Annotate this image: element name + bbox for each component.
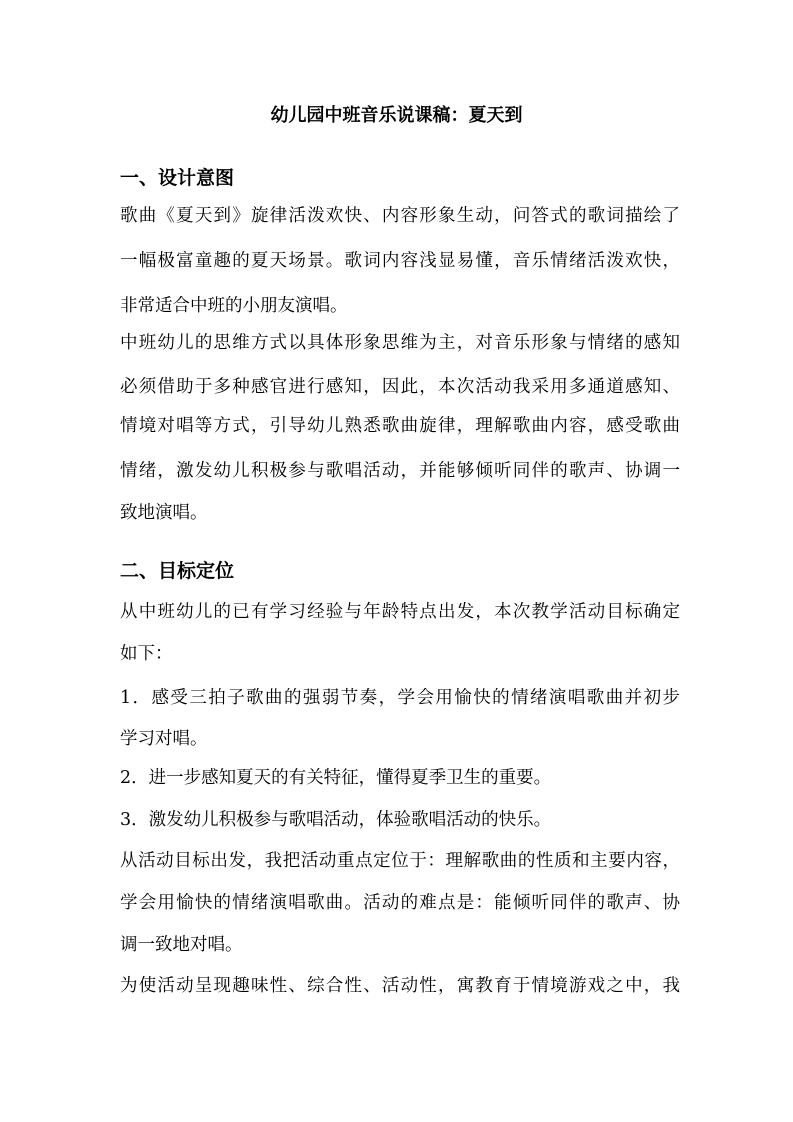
section-heading-goal-positioning: 二、目标定位 (120, 560, 235, 582)
paragraph-line: 为使活动呈现趣味性、综合性、活动性，寓教育于情境游戏之中，我 (120, 976, 680, 996)
paragraph-line: 中班幼儿的思维方式以具体形象思维为主，对音乐形象与情绪的感知 (120, 333, 680, 353)
paragraph-line: 致地演唱。 (120, 503, 208, 523)
paragraph-line: 歌曲《夏天到》旋律活泼欢快、内容形象生动，问答式的歌词描绘了 (120, 206, 680, 226)
paragraph-line: 非常适合中班的小朋友演唱。 (120, 296, 348, 316)
paragraph-line: 学会用愉快的情绪演唱歌曲。活动的难点是：能倾听同伴的歌声、协 (120, 893, 680, 913)
paragraph-line: 如下： (120, 644, 173, 664)
paragraph-line: 一幅极富童趣的夏天场景。歌词内容浅显易懂，音乐情绪活泼欢快， (120, 251, 680, 271)
paragraph-line: 3．激发幼儿积极参与歌唱活动，体验歌唱活动的快乐。 (120, 810, 552, 830)
paragraph-line: 学习对唱。 (120, 729, 208, 749)
paragraph-line: 2．进一步感知夏天的有关特征，懂得夏季卫生的重要。 (120, 768, 552, 788)
paragraph-line: 必须借助于多种感官进行感知，因此，本次活动我采用多通道感知、 (120, 377, 680, 397)
paragraph-line: 从中班幼儿的已有学习经验与年龄特点出发，本次教学活动目标确定 (120, 602, 680, 622)
paragraph-line: 情绪，激发幼儿积极参与歌唱活动，并能够倾听同伴的歌声、协调一 (120, 461, 680, 481)
paragraph-line: 从活动目标出发，我把活动重点定位于：理解歌曲的性质和主要内容， (120, 851, 680, 871)
section-heading-design-intent: 一、设计意图 (120, 167, 235, 189)
document-title: 幼儿园中班音乐说课稿：夏天到 (270, 105, 523, 126)
paragraph-line: 情境对唱等方式，引导幼儿熟悉歌曲旋律，理解歌曲内容，感受歌曲 (120, 416, 680, 436)
paragraph-line: 1．感受三拍子歌曲的强弱节奏，学会用愉快的情绪演唱歌曲并初步 (120, 688, 680, 708)
paragraph-line: 调一致地对唱。 (120, 935, 243, 955)
